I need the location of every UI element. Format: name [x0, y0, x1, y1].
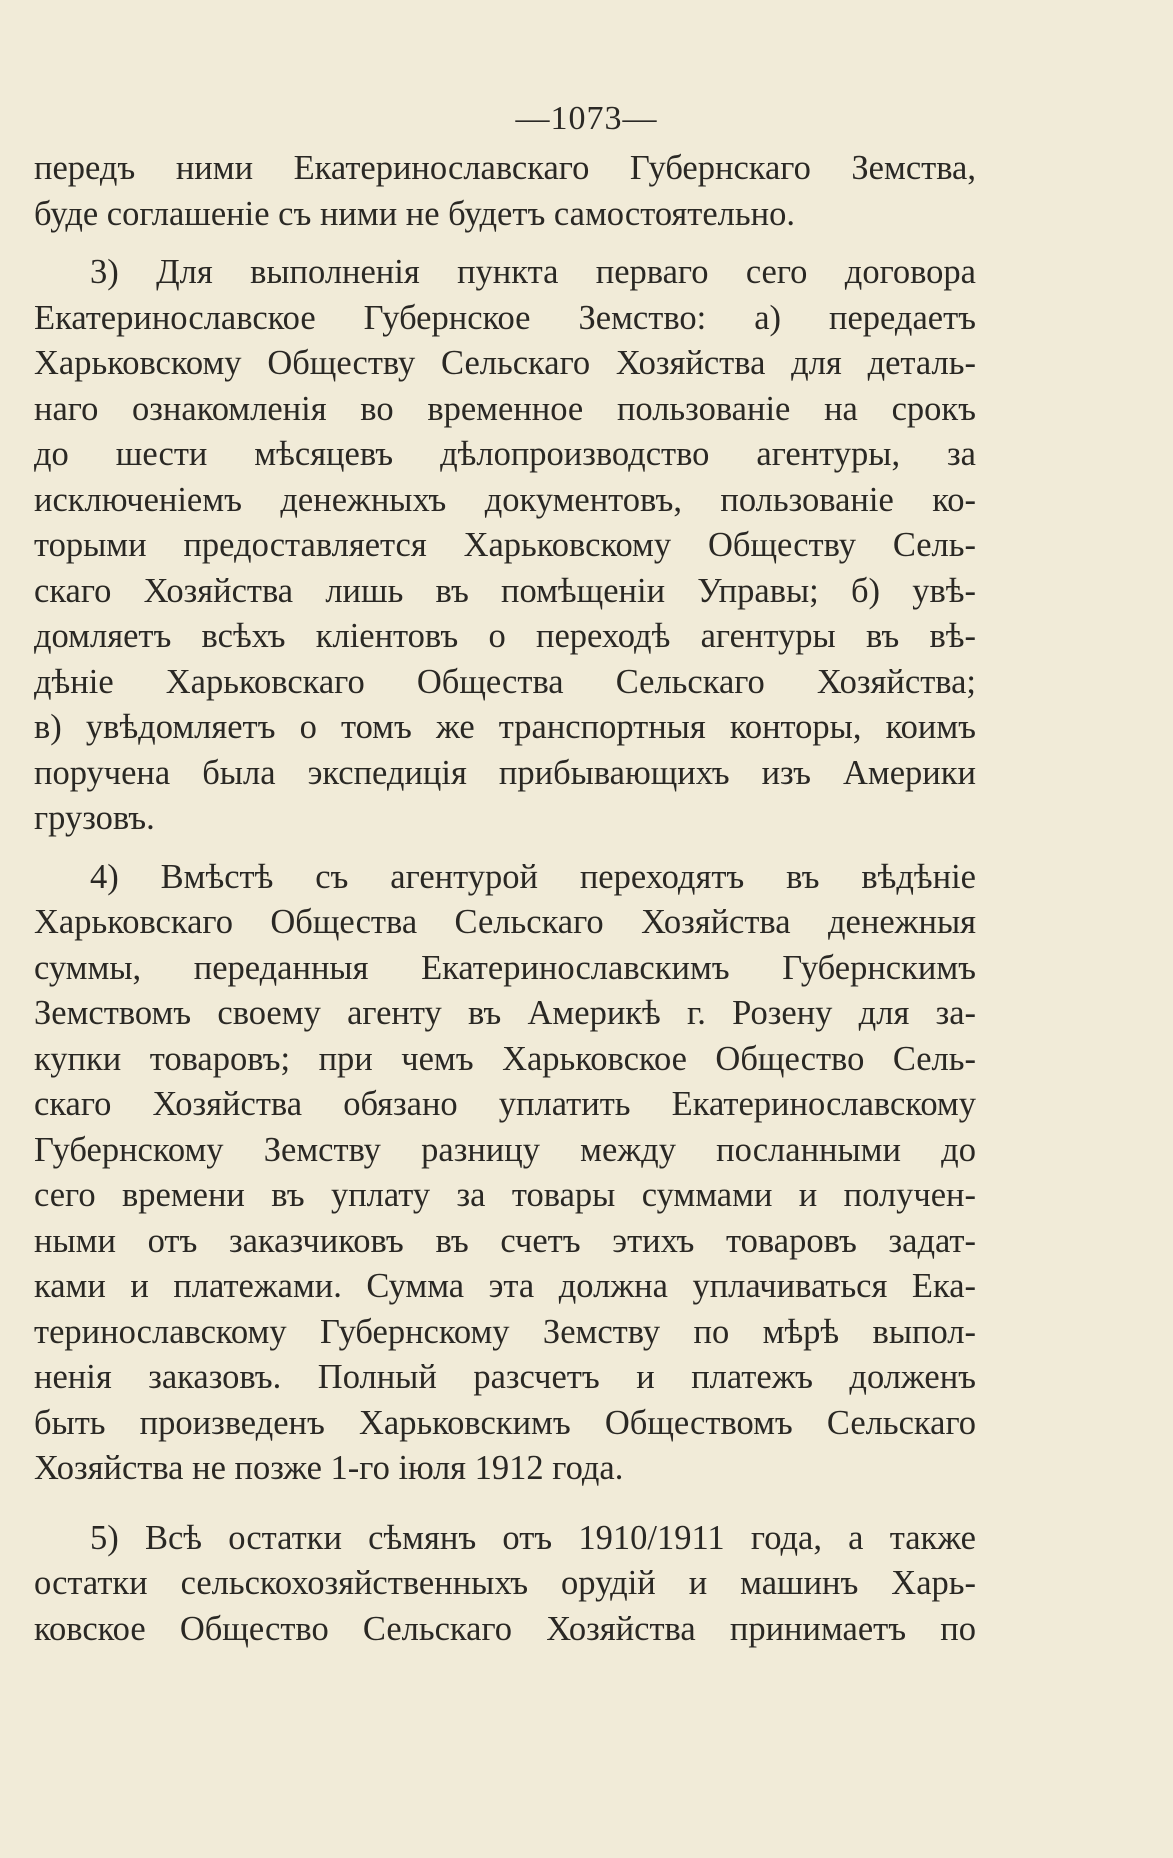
text-line: в) увѣдомляетъ о томъ же транспортныя конторы, коимъ	[34, 708, 976, 746]
page-number: —1073—	[515, 100, 658, 137]
text-line: Губернскому Земству разницу между посланными до	[34, 1130, 976, 1169]
text-line: передъ ними Екатеринославскаго Губернскаго Земства,	[34, 149, 976, 187]
text-line: ными отъ заказчиковъ въ счетъ этихъ товаровъ задат-	[34, 1221, 976, 1260]
text-line: теринославскому Губернскому Земству по мѣрѣ выпол-	[34, 1312, 976, 1351]
text-line: исключеніемъ денежныхъ документовъ, пользованіе ко-	[34, 480, 976, 519]
text-line: ковское Общество Сельскаго Хозяйства принимаетъ по	[34, 1609, 976, 1648]
paragraph-continuation	[34, 146, 976, 237]
text-line: торыми предоставляется Харьковскому Обществу Сель-	[34, 526, 976, 564]
text-line: ками и платежами. Сумма эта должна уплачиваться Ека-	[34, 1267, 976, 1305]
text-line: скаго Хозяйства обязано уплатить Екатеринославскому	[34, 1085, 976, 1123]
text-line: Земствомъ своему агенту въ Америкѣ г. Розену для за-	[34, 994, 976, 1032]
text-line: буде соглашеніе съ ними не будетъ самостоятельно.	[34, 194, 795, 233]
text-line: 3) Для выполненія пункта перваго сего договора	[90, 253, 976, 291]
text-line: ненія заказовъ. Полный разсчетъ и платежъ долженъ	[34, 1358, 976, 1396]
text-line: купки товаровъ; при чемъ Харьковское Общество Сель-	[34, 1039, 976, 1078]
text-line: быть произведенъ Харьковскимъ Обществомъ Сельскаго	[34, 1403, 976, 1442]
text-line: до шести мѣсяцевъ дѣлопроизводство агентуры, за	[34, 435, 976, 473]
paragraph-5	[34, 1516, 976, 1653]
text-line: дѣніе Харьковскаго Общества Сельскаго Хозяйства;	[34, 662, 976, 701]
text-line: остатки сельскохозяйственныхъ орудій и машинъ Харь-	[34, 1564, 976, 1602]
text-line: суммы, переданныя Екатеринославскимъ Губернскимъ	[34, 948, 976, 987]
text-line: сего времени въ уплату за товары суммами и получен-	[34, 1176, 976, 1214]
text-line: скаго Хозяйства лишь въ помѣщеніи Управы; б) увѣ-	[34, 571, 976, 610]
text-line: Екатеринославское Губернское Земство: а) передаетъ	[34, 298, 976, 337]
paragraph-3	[34, 250, 976, 842]
paragraph-4	[34, 855, 976, 1492]
text-line: грузовъ.	[34, 799, 155, 837]
body-text	[34, 146, 976, 1652]
text-line: домляетъ всѣхъ кліентовъ о переходѣ агентуры въ вѣ-	[34, 617, 976, 655]
text-line: Харьковскому Обществу Сельскаго Хозяйства для деталь-	[34, 344, 976, 382]
text-line: Харьковскаго Общества Сельскаго Хозяйства денежныя	[34, 903, 976, 941]
text-line: Хозяйства не позже 1-го іюля 1912 года.	[34, 1449, 624, 1487]
text-line: 4) Вмѣстѣ съ агентурой переходятъ въ вѣдѣніе	[90, 857, 976, 896]
text-line: 5) Всѣ остатки сѣмянъ отъ 1910/1911 года, а также	[90, 1518, 976, 1557]
text-line: наго ознакомленія во временное пользованіе на срокъ	[34, 389, 976, 428]
text-line: поручена была экспедиція прибывающихъ изъ Америки	[34, 753, 976, 792]
